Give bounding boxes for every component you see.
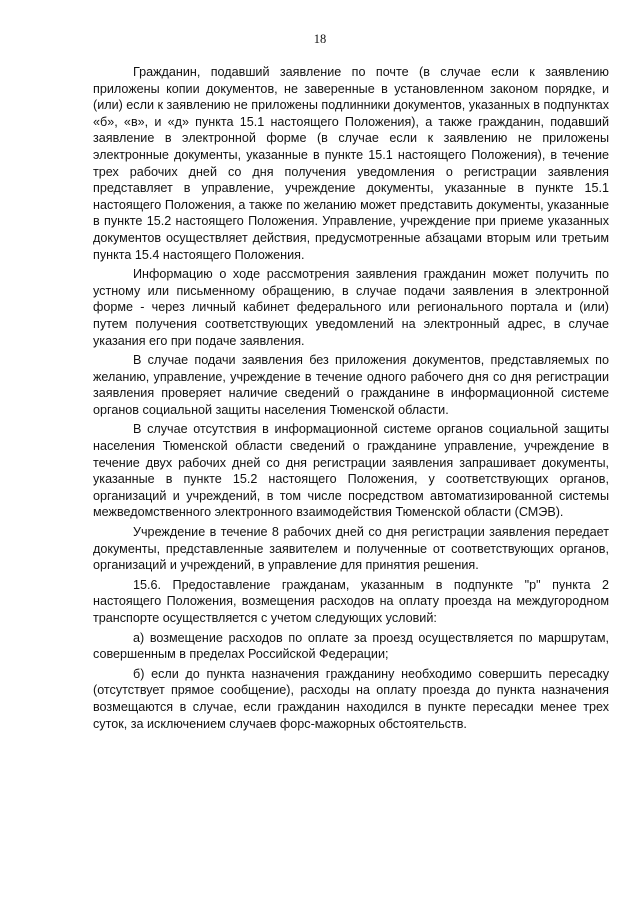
paragraph-condition-b: б) если до пункта назначения гражданину необходимо совершить пересадку (отсутствует прямое сообщение), расходы на оплату проезда до пункта назначения возмещаются в случае, если гражданин находился в пункте пересадки менее трех суток, за исключением случаев форс-мажорных обстоятельств. [93, 666, 609, 731]
paragraph-section-15-6: 15.6. Предоставление гражданам, указанным в подпункте "р" пункта 2 настоящего Положения, возмещения расходов на оплату проезда на междугородном транспорте осуществляется с учетом следующих условий: [93, 577, 609, 625]
paragraph-mail-application: Гражданин, подавший заявление по почте (в случае если к заявлению приложены копии документов, не заверенные в установленном законом порядке, и (или) если к заявлению не приложены подлинники документов, указанных в подпунктах «б», «в», и «д» пункта 15.1 настоящего Положения), а также гражданин, подавший заявление в электронной форме (в случае если к заявлению не приложены электронные документы, указанные в пункте 15.1 настоящего Положения), в течение трех рабочих дней со дня получения уведомления о регистрации заявления представляет в управление, учреждение документы, указанные в пункте 15.1 настоящего Положения, а также по желанию может представить документы, указанные в пункте 15.2 настоящего Положения. Управление, учреждение при приеме указанных документов осуществляет действия, предусмотренные абзацами вторым или третьим пункта 15.4 настоящего Положения. [93, 65, 609, 262]
page-number: 18 [313, 32, 327, 46]
paragraph-check-records: В случае подачи заявления без приложения документов, представляемых по желанию, управление, учреждение в течение одного рабочего дня со дня регистрации заявления проверяет наличие сведений о гражданине в информационной системе органов социальной защиты населения Тюменской области. [93, 353, 609, 417]
paragraph-condition-a: а) возмещение расходов по оплате за проезд осуществляется по маршрутам, совершенным в пределах Российской Федерации; [93, 630, 609, 662]
document-body [93, 64, 609, 735]
paragraph-status-info: Информацию о ходе рассмотрения заявления гражданин может получить по устному или письменному обращению, в случае подачи заявления в электронной форме - через личный кабинет федерального или регионального портала и (или) путем получения соответствующих уведомлений на электронный адрес, в случае указания его при подаче заявления. [93, 267, 609, 348]
paragraph-transfer-documents: Учреждение в течение 8 рабочих дней со дня регистрации заявления передает документы, представленные заявителем и полученные от соответствующих органов, организаций и учреждений, в управление для принятия решения. [93, 525, 609, 573]
paragraph-interagency-request: В случае отсутствия в информационной системе органов социальной защиты населения Тюменской области сведений о гражданине управление, учреждение в течение двух рабочих дней со дня регистрации заявления запрашивает документы, указанные в пункте 15.2 настоящего Положения, у соответствующих органов, организаций и учреждений, в том числе посредством автоматизированной системы межведомственного электронного взаимодействия Тюменской области (СМЭВ). [93, 422, 609, 520]
